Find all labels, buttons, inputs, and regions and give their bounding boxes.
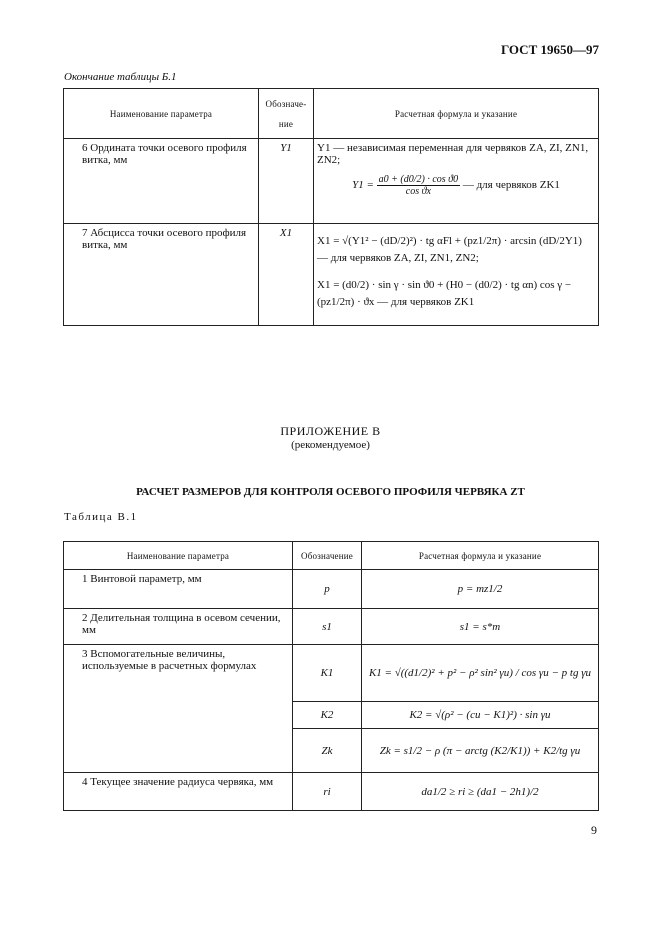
param-symbol: K2 (293, 702, 362, 729)
formula-line-2: X1 = (d0/2) · sin γ · sin ϑ0 + (H0 − (d0/2) · tg αn) cos γ − (pz1/2π) · ϑx — для червяков ZK1 (317, 279, 572, 308)
param-name: 1 Винтовой параметр, мм (64, 570, 293, 609)
column-header-symbol-line1: Обозначе- (265, 98, 307, 109)
param-symbol: Y1 (259, 139, 314, 224)
param-symbol: p (293, 570, 362, 609)
column-header-formula: Расчетная формула и указание (314, 89, 599, 139)
appendix-title: ПРИЛОЖЕНИЕ В (280, 424, 381, 438)
standard-header: ГОСТ 19650—97 (500, 42, 599, 57)
param-symbol: s1 (293, 609, 362, 645)
formula-lhs: Y1 = (352, 179, 374, 192)
param-formula: da1/2 ≥ ri ≥ (da1 − 2h1)/2 (362, 773, 599, 811)
param-formula (314, 139, 599, 224)
param-formula: K1 = √((d1/2)² + p² − ρ² sin² γи) / cos γи − p tg γи (362, 645, 599, 702)
formula-numerator: a0 + (d0/2) · cos ϑ0 (378, 174, 459, 185)
table-row (64, 645, 599, 702)
param-name: 6 Ордината точки осевого профиля витка, мм (64, 139, 259, 224)
column-header-symbol-line2: ние (278, 118, 294, 129)
param-formula: K2 = √(ρ² − (cи − K1)²) · sin γи (362, 702, 599, 729)
formula-tail: — для червяков ZK1 (462, 179, 560, 192)
column-header-param: Наименование параметра (64, 89, 259, 139)
column-header-param: Наименование параметра (64, 542, 293, 570)
formula-line-1: X1 = √(Y1² − (dD/2)²) · tg αFl + (pz1/2π) · arcsin (dD/2Y1) — для червяков ZA, ZI, ZN1, ZN2; (317, 235, 582, 264)
param-formula: Zk = s1/2 − ρ (π − arctg (K2/K1)) + K2/tg γи (362, 729, 599, 773)
param-name: 3 Вспомогательные величины, используемые в расчетных формулах (64, 645, 293, 773)
formula-expression (317, 174, 595, 197)
param-name: 4 Текущее значение радиуса червяка, мм (64, 773, 293, 811)
table-caption: Окончание таблицы Б.1 (64, 71, 177, 83)
param-name: 2 Делительная толщина в осевом сечении, мм (64, 609, 293, 645)
table-row (64, 609, 599, 645)
column-header-symbol (259, 89, 314, 139)
param-symbol: ri (293, 773, 362, 811)
column-header-formula: Расчетная формула и указание (362, 542, 599, 570)
table-v1 (63, 541, 599, 811)
formula-fraction (377, 174, 460, 197)
appendix-heading: РАСЧЕТ РАЗМЕРОВ ДЛЯ КОНТРОЛЯ ОСЕВОГО ПРОФИЛЯ ЧЕРВЯКА ZT (136, 486, 525, 498)
param-symbol: K1 (293, 645, 362, 702)
page-number: 9 (591, 823, 597, 837)
table-label: Таблица В.1 (64, 511, 138, 523)
table-row (64, 773, 599, 811)
formula-denominator: cos ϑx (405, 186, 431, 197)
param-name: 7 Абсцисса точки осевого профиля витка, мм (64, 224, 259, 326)
appendix-subtitle: (рекомендуемое) (291, 439, 370, 451)
table-b1-end (63, 88, 599, 326)
table-row (64, 570, 599, 609)
param-symbol: Zk (293, 729, 362, 773)
column-header-symbol: Обозначение (293, 542, 362, 570)
formula-text: Y1 — независимая переменная для червяков ZA, ZI, ZN1, ZN2; (317, 142, 589, 166)
param-formula (314, 224, 599, 326)
param-formula: s1 = s*m (362, 609, 599, 645)
table-row (64, 139, 599, 224)
param-symbol: X1 (259, 224, 314, 326)
param-formula: p = mz1/2 (362, 570, 599, 609)
table-row (64, 224, 599, 326)
